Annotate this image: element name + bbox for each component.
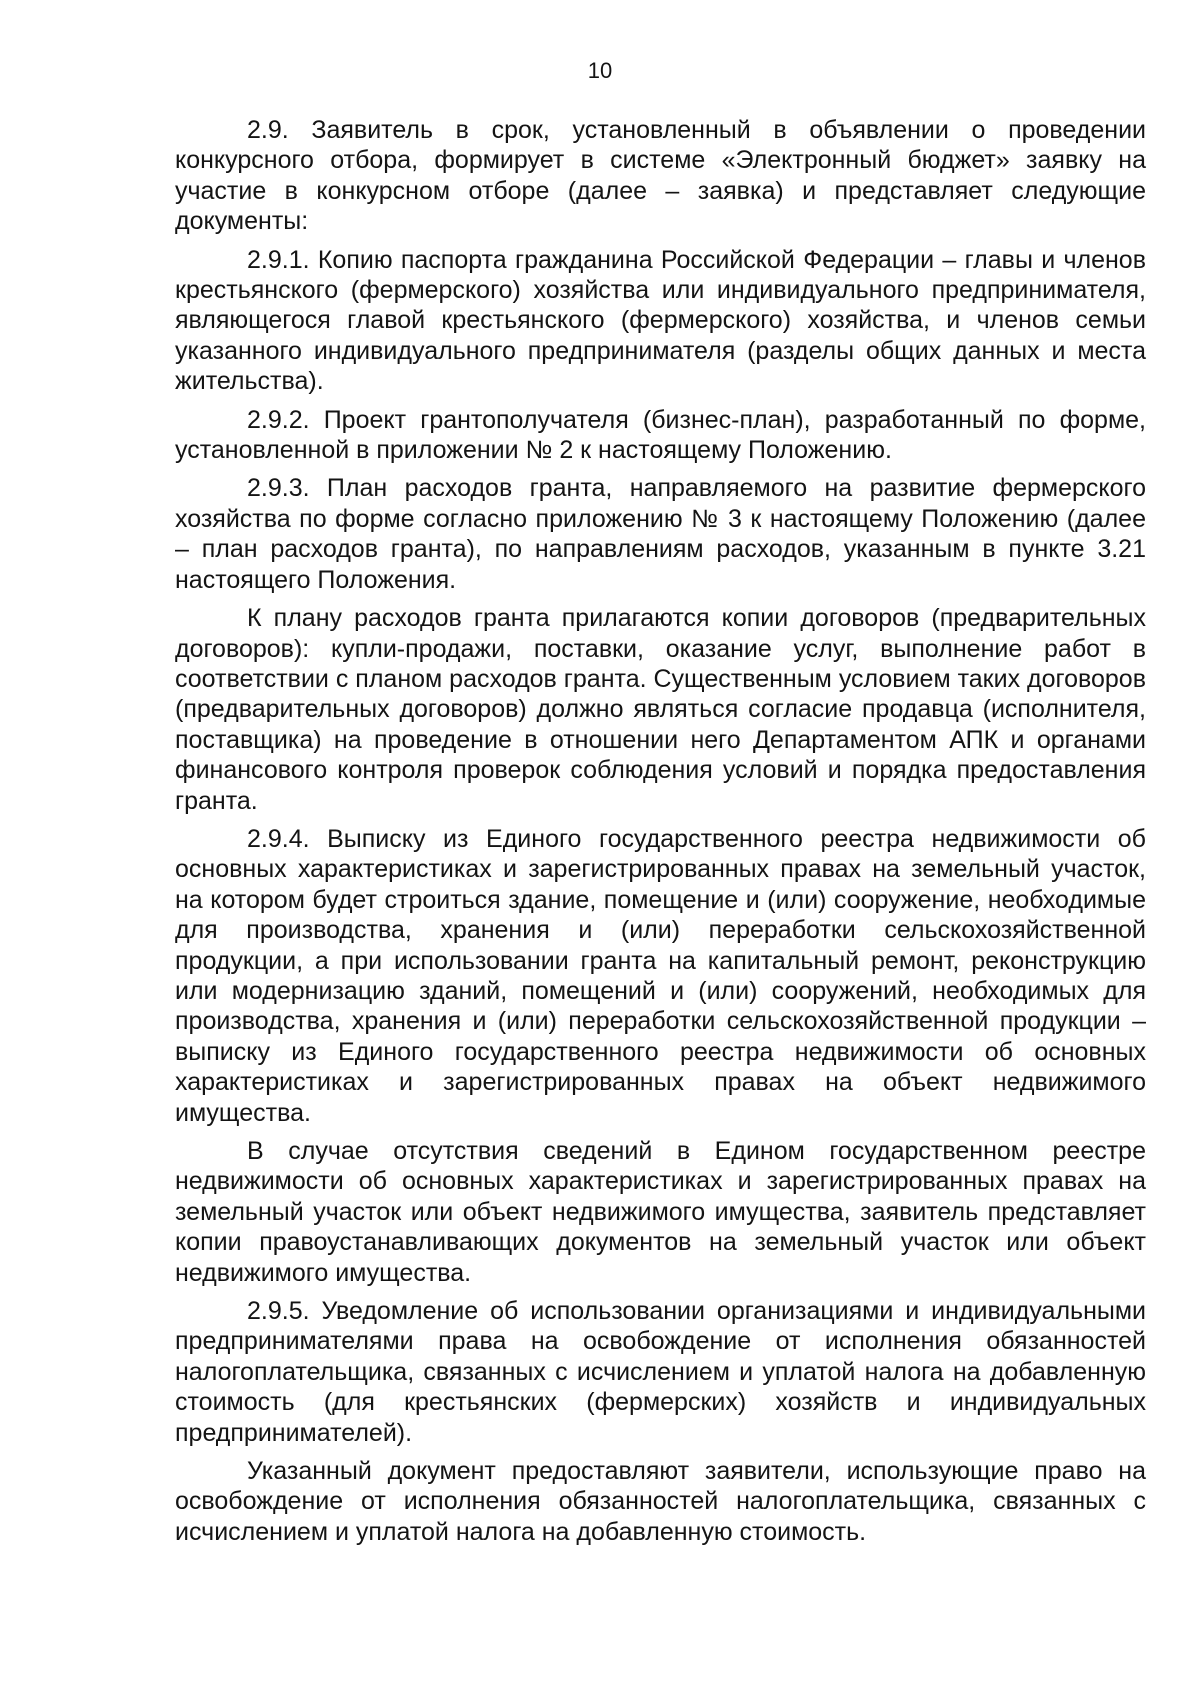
paragraph-2-9-3: 2.9.3. План расходов гранта, направляемого на развитие фермерского хозяйства по форме согласно приложению № 3 к настоящему Положению (далее – план расходов гранта), по направлениям расходов, указанным в пункте 3.21 настоящего Положения. xyxy=(175,474,1146,594)
document-body xyxy=(175,115,1146,1555)
paragraph-no-records: В случае отсутствия сведений в Едином государственном реестре недвижимости об основных характеристиках и зарегистрированных правах на земельный участок или объект недвижимого имущества, заявитель представляет копии правоустанавливающих документов на земельный участок или объект недвижимого имущества. xyxy=(175,1137,1146,1287)
paragraph-2-9-2: 2.9.2. Проект грантополучателя (бизнес-план), разработанный по форме, установленной в приложении № 2 к настоящему Положению. xyxy=(175,405,1146,465)
page-number: 10 xyxy=(587,58,613,83)
paragraph-contracts: К плану расходов гранта прилагаются копии договоров (предварительных договоров): купли-продажи, поставки, оказание услуг, выполнение работ в соответствии с планом расходов гранта. Существенным условием таких договоров (предварительных договоров) должно являться согласие продавца (исполнителя, поставщика) на проведение в отношении него Департаментом АПК и органами финансового контроля проверок соблюдения условий и порядка предоставления гранта. xyxy=(175,604,1146,815)
paragraph-2-9-1: 2.9.1. Копию паспорта гражданина Российской Федерации – главы и членов крестьянского (фермерского) хозяйства или индивидуального предпринимателя, являющегося главой крестьянского (фермерского) хозяйства, и членов семьи указанного индивидуального предпринимателя (разделы общих данных и места жительства). xyxy=(175,245,1146,396)
paragraph-2-9: 2.9. Заявитель в срок, установленный в объявлении о проведении конкурсного отбора, формирует в системе «Электронный бюджет» заявку на участие в конкурсном отборе (далее – заявка) и представляет следующие документы: xyxy=(175,116,1146,236)
paragraph-document-provided: Указанный документ предоставляют заявители, использующие право на освобождение от исполнения обязанностей налогоплательщика, связанных с исчислением и уплатой налога на добавленную стоимость. xyxy=(175,1457,1146,1546)
paragraph-2-9-4: 2.9.4. Выписку из Единого государственного реестра недвижимости об основных характеристиках и зарегистрированных правах на земельный участок, на котором будет строиться здание, помещение и (или) сооружение, необходимые для производства, хранения и (или) переработки сельскохозяйственной продукции, а при использовании гранта на капитальный ремонт, реконструкцию или модернизацию зданий, помещений и (или) сооружений, необходимых для производства, хранения и (или) переработки сельскохозяйственной продукции – выписку из Единого государственного реестра недвижимости об основных характеристиках и зарегистрированных правах на объект недвижимого имущества. xyxy=(175,824,1146,1127)
paragraph-2-9-5: 2.9.5. Уведомление об использовании организациями и индивидуальными предпринимателями права на освобождение от исполнения обязанностей налогоплательщика, связанных с исчислением и уплатой налога на добавленную стоимость (для крестьянских (фермерских) хозяйств и индивидуальных предпринимателей). xyxy=(175,1297,1146,1447)
